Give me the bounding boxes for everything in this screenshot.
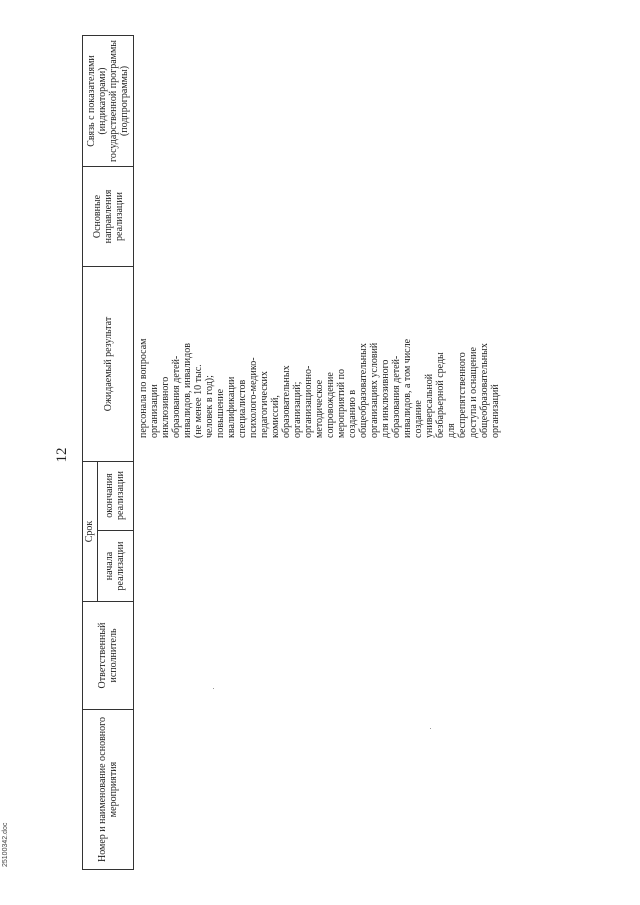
result-line: человек в год); — [204, 375, 215, 438]
result-line: организаций — [490, 384, 501, 438]
result-line: для инклюзивного — [380, 359, 391, 438]
result-line: общеобразовательных — [358, 343, 369, 438]
column-header-srok: Срок — [83, 462, 98, 601]
scan-speck — [430, 728, 431, 729]
column-header-end: окончания реализации — [97, 461, 133, 531]
result-line: (не менее 10 тыс. — [193, 364, 204, 438]
result-line: сопровождение — [325, 372, 336, 438]
result-line: образования детей- — [391, 355, 402, 438]
result-line: организационно- — [303, 365, 314, 438]
column-header-start: начала реализации — [104, 541, 126, 591]
result-line: создание — [413, 400, 424, 438]
result-line: безбарьерной среды — [435, 352, 446, 438]
result-line: персонала по вопросам — [138, 338, 149, 438]
table-header — [82, 35, 134, 870]
result-line: беспрепятственного — [457, 352, 468, 438]
result-line: организаций; — [292, 381, 303, 438]
column-header-expected-result: Ожидаемый результат — [83, 267, 133, 462]
result-line: организации — [149, 384, 160, 438]
result-line: доступа и оснащение — [468, 347, 479, 438]
result-line: мероприятий по — [336, 369, 347, 438]
column-header-indicators: Связь с показателями (индикаторами) государственной программы (подпрограммы) — [83, 35, 133, 167]
result-line: инвалидов, а том числе — [402, 338, 413, 438]
result-line: образования детей- — [171, 355, 182, 438]
result-line: методическое — [314, 379, 325, 438]
result-line: общеобразовательных — [479, 343, 490, 438]
column-group-srok — [83, 462, 133, 602]
result-line: квалификации — [226, 376, 237, 438]
column-header-number-name: Номер и наименование основного мероприятия — [83, 710, 133, 870]
expected-result-text — [138, 273, 501, 438]
result-line: для — [446, 423, 457, 438]
result-line: организациях условий — [369, 342, 380, 438]
result-line: инклюзивного — [160, 376, 171, 438]
document-code: 25100342.doc — [2, 822, 9, 867]
rotated-page-content — [54, 35, 582, 870]
result-line: психолого-медико- — [248, 357, 259, 438]
scan-speck — [213, 688, 214, 689]
column-header-directions: Основные направления реализации — [83, 167, 133, 267]
result-line: педагогических — [259, 371, 270, 438]
result-line: инвалидов, инвалидов — [182, 343, 193, 438]
result-line: специалистов — [237, 379, 248, 438]
result-line: созданию в — [347, 389, 358, 438]
page-number: 12 — [54, 447, 70, 463]
result-line: образовательных — [281, 365, 292, 438]
result-line: универсальной — [424, 373, 435, 438]
column-header-responsible: Ответственный исполнитель — [83, 602, 133, 710]
result-line: повышение — [215, 388, 226, 438]
result-line: комиссий, — [270, 395, 281, 438]
